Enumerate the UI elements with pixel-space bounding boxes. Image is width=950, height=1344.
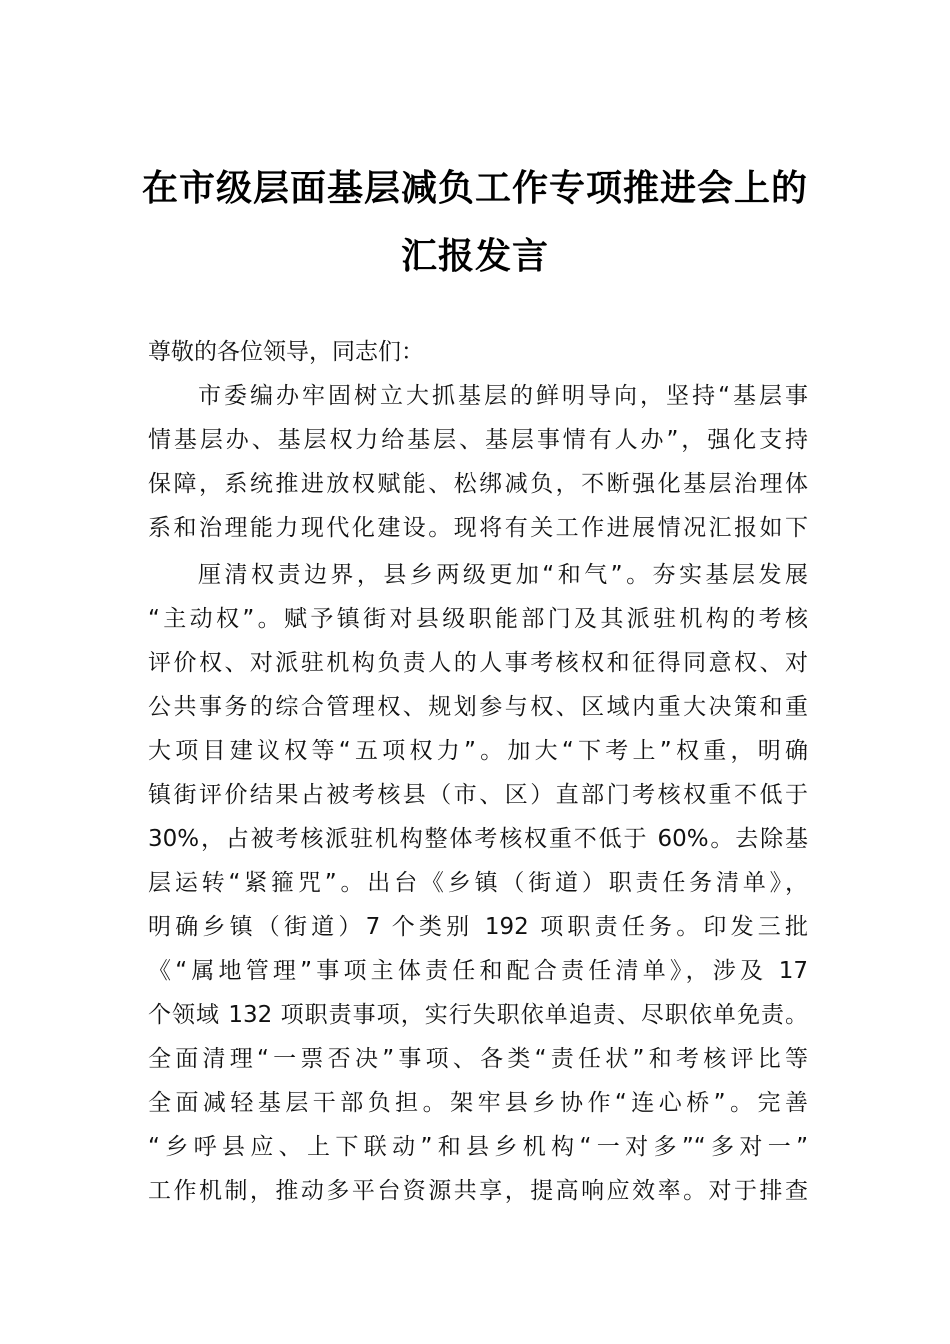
paragraph-line: 镇街评价结果占被考核县（市、区）直部门考核权重不低于: [148, 782, 808, 808]
paragraph-line: 工作机制，推动多平台资源共享，提高响应效率。对于排查: [148, 1178, 808, 1204]
paragraph-line: 情基层办、基层权力给基层、基层事情有人办”，强化支持: [148, 427, 808, 453]
paragraph-line: 厘清权责边界，县乡两级更加“和气”。夯实基层发展: [198, 562, 808, 588]
paragraph-line: “乡呼县应、上下联动”和县乡机构“一对多”“多对一”: [148, 1134, 808, 1160]
salutation: 尊敬的各位领导，同志们：: [148, 339, 424, 365]
paragraph-line: 个领域 132 项职责事项，实行失职依单追责、尽职依单免责。: [148, 1002, 808, 1028]
paragraph-line: 评价权、对派驻机构负责人的人事考核权和征得同意权、对: [148, 650, 808, 676]
paragraph-line: 层运转“紧箍咒”。出台《乡镇（街道）职责任务清单》，: [148, 870, 808, 896]
paragraph-line: 30%，占被考核派驻机构整体考核权重不低于 60%。去除基: [148, 826, 808, 852]
paragraph-line: 公共事务的综合管理权、规划参与权、区域内重大决策和重: [148, 694, 808, 720]
paragraph-line: 市委编办牢固树立大抓基层的鲜明导向，坚持“基层事: [198, 383, 808, 409]
paragraph-line: 系和治理能力现代化建设。现将有关工作进展情况汇报如下: [148, 515, 808, 541]
paragraph-line: 《“属地管理”事项主体责任和配合责任清单》，涉及 17: [148, 958, 808, 984]
paragraph-line: 明确乡镇（街道）7 个类别 192 项职责任务。印发三批: [148, 914, 808, 940]
paragraph-line: 保障，系统推进放权赋能、松绑减负，不断强化基层治理体: [148, 471, 808, 497]
document-title-line-2: 汇报发言: [400, 235, 549, 277]
paragraph-line: 全面减轻基层干部负担。架牢县乡协作“连心桥”。完善: [148, 1090, 808, 1116]
paragraph-line: 大项目建议权等“五项权力”。加大“下考上”权重，明确: [148, 738, 808, 764]
document-title-line-1: 在市级层面基层减负工作专项推进会上的: [141, 167, 808, 209]
paragraph-line: “主动权”。赋予镇街对县级职能部门及其派驻机构的考核: [148, 606, 808, 632]
paragraph-line: 全面清理“一票否决”事项、各类“责任状”和考核评比等: [148, 1046, 808, 1072]
